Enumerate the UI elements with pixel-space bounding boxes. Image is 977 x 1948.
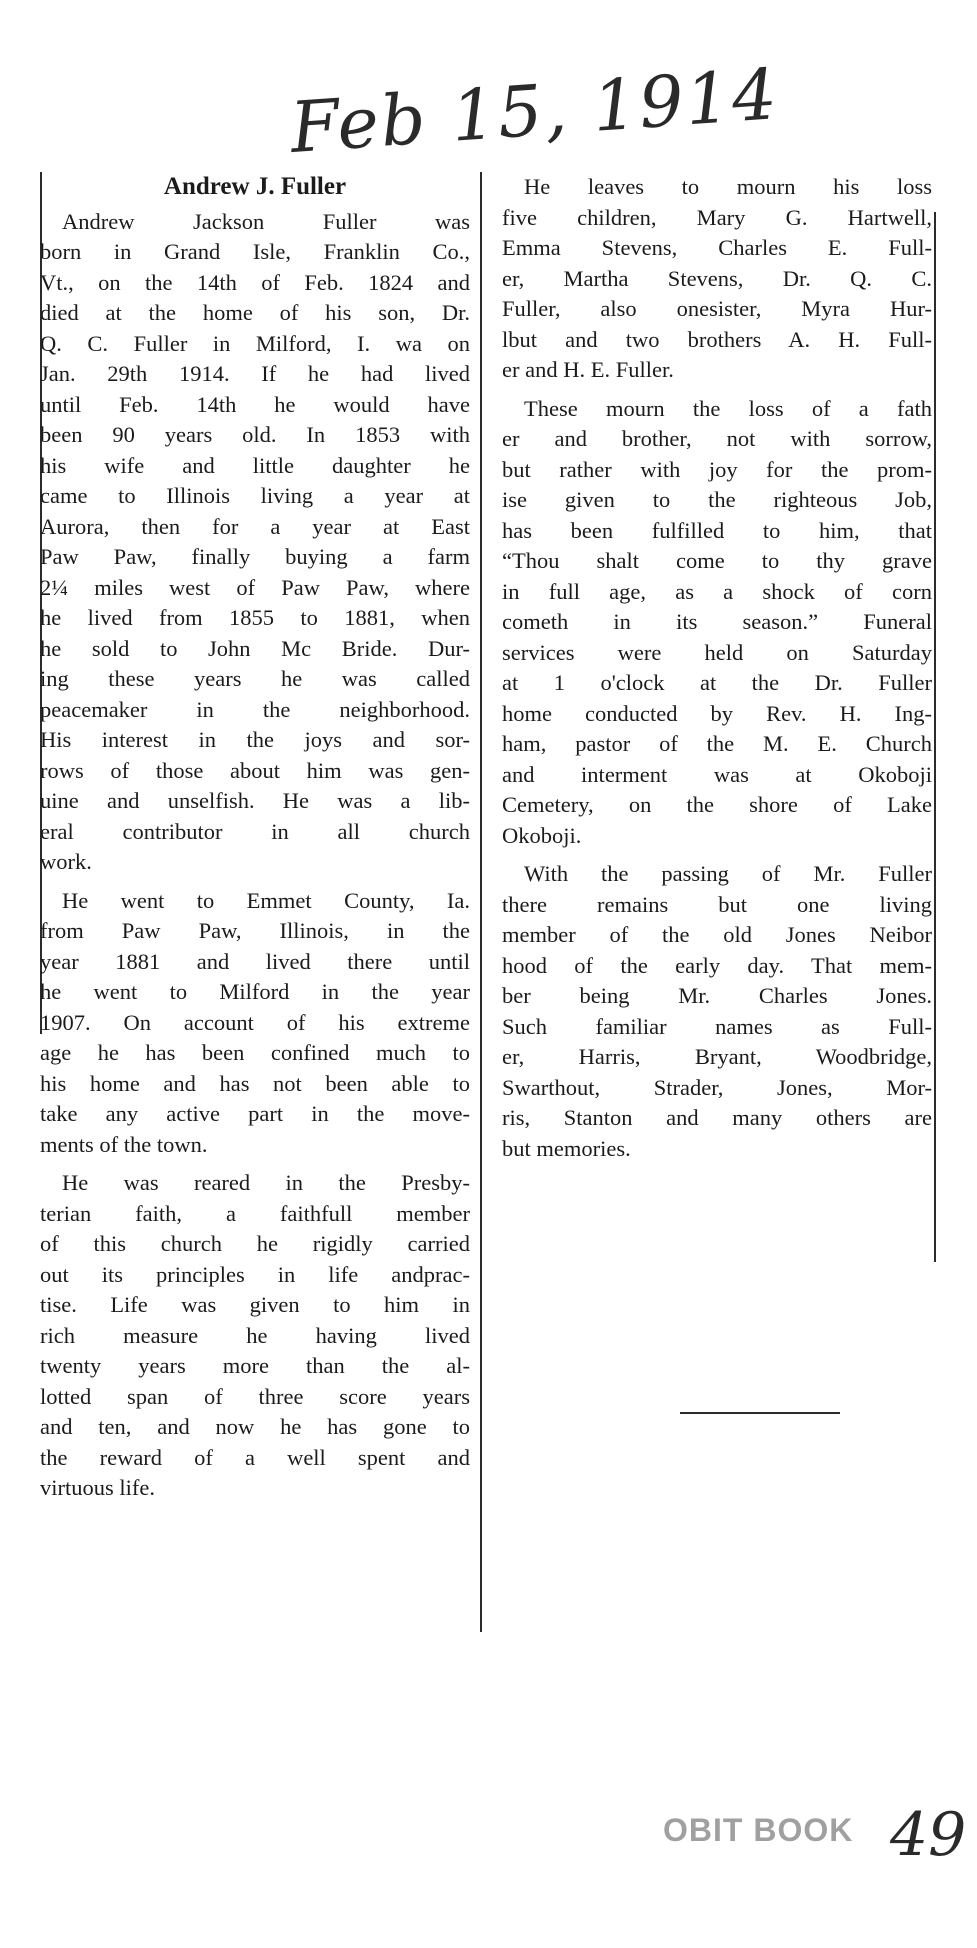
text-line: Q. C. Fuller in Milford, I. wa on: [40, 330, 470, 356]
text-line: out its principles in life andprac-: [40, 1261, 470, 1287]
text-line: Cemetery, on the shore of Lake: [502, 792, 932, 817]
text-line: from Paw Paw, Illinois, in the: [40, 918, 470, 943]
text-line: Fuller, also onesister, Myra Hur-: [502, 296, 932, 321]
text-line: eral contributor in all church: [40, 818, 470, 844]
text-line: er, Martha Stevens, Dr. Q. C.: [502, 265, 932, 291]
text-line: age he has been confined much to: [40, 1040, 470, 1065]
text-line: died at the home of his son, Dr.: [40, 300, 470, 325]
text-line: born in Grand Isle, Franklin Co.,: [40, 239, 470, 264]
text-line: came to Illinois living a year at: [40, 483, 470, 508]
text-line: ber being Mr. Charles Jones.: [502, 983, 932, 1008]
text-line: twenty years more than the al-: [40, 1353, 470, 1378]
text-line: He went to Emmet County, Ia.: [62, 887, 470, 913]
right-column: [502, 172, 932, 1172]
text-line: hood of the early day. That mem-: [502, 952, 932, 978]
column-rule-middle: [480, 172, 482, 1632]
text-line: he went to Milford in the year: [40, 979, 470, 1004]
handwritten-page-number: 49: [890, 1800, 967, 1870]
text-line: His interest in the joys and sor-: [40, 727, 470, 752]
text-line: 1907. On account of his extreme: [40, 1009, 470, 1035]
text-line: rows of those about him was gen-: [40, 757, 470, 783]
article-headline: Andrew J. Fuller: [163, 173, 347, 200]
text-line: he sold to John Mc Bride. Dur-: [40, 635, 470, 661]
text-line: Andrew Jackson Fuller was: [62, 208, 470, 234]
text-line: er and H. E. Fuller.: [502, 357, 674, 382]
text-line: Aurora, then for a year at East: [40, 513, 470, 539]
text-line: Swarthout, Strader, Jones, Mor-: [502, 1074, 932, 1100]
text-line: but memories.: [502, 1135, 631, 1161]
text-line: 2¼ miles west of Paw Paw, where: [40, 574, 470, 600]
text-line: cometh in its season.” Funeral: [502, 609, 932, 634]
text-line: services were held on Saturday: [502, 639, 932, 665]
text-line: in full age, as a shock of corn: [502, 578, 932, 604]
text-line: ing these years he was called: [40, 666, 470, 691]
text-line: “Thou shalt come to thy grave: [502, 548, 932, 573]
text-line: has been fulfilled to him, that: [502, 517, 932, 543]
handwritten-date: Feb 15, 1914: [287, 53, 782, 169]
obit-book-stamp: OBIT BOOK: [663, 1812, 854, 1848]
text-line: virtuous life.: [40, 1475, 155, 1500]
paragraph: [502, 172, 932, 386]
text-line: been 90 years old. In 1853 with: [40, 422, 470, 447]
text-line: Jan. 29th 1914. If he had lived: [40, 361, 470, 386]
text-line: Paw Paw, finally buying a farm: [40, 544, 470, 569]
text-line: until Feb. 14th he would have: [40, 391, 470, 417]
text-line: he lived from 1855 to 1881, when: [40, 605, 470, 630]
text-line: uine and unselfish. He was a lib-: [40, 788, 470, 813]
text-line: ris, Stanton and many others are: [502, 1105, 932, 1130]
text-line: of this church he rigidly carried: [40, 1231, 470, 1256]
left-column-paragraphs: [40, 207, 470, 1504]
text-line: ments of the town.: [40, 1131, 208, 1157]
text-line: his home and has not been able to: [40, 1070, 470, 1096]
text-line: Okoboji.: [502, 822, 582, 848]
paragraph: [502, 859, 932, 1164]
text-line: peacemaker in the neighborhood.: [40, 696, 470, 722]
paragraph: [40, 886, 470, 1161]
paragraph: [40, 207, 470, 878]
text-line: ham, pastor of the M. E. Church: [502, 731, 932, 756]
paragraph: [502, 394, 932, 852]
text-line: home conducted by Rev. H. Ing-: [502, 700, 932, 726]
paragraph: [40, 1168, 470, 1504]
text-line: He leaves to mourn his loss: [524, 174, 932, 199]
text-line: his wife and little daughter he: [40, 452, 470, 478]
text-line: at 1 o'clock at the Dr. Fuller: [502, 670, 932, 695]
text-line: the reward of a well spent and: [40, 1444, 470, 1470]
text-line: take any active part in the move-: [40, 1101, 470, 1126]
text-line: er, Harris, Bryant, Woodbridge,: [502, 1044, 932, 1069]
text-line: With the passing of Mr. Fuller: [524, 861, 932, 886]
text-line: These mourn the loss of a fath: [524, 395, 932, 421]
text-line: er and brother, not with sorrow,: [502, 426, 932, 451]
newspaper-clipping: [40, 172, 940, 1632]
text-line: and ten, and now he has gone to: [40, 1414, 470, 1439]
text-line: year 1881 and lived there until: [40, 948, 470, 974]
text-line: but rather with joy for the prom-: [502, 456, 932, 482]
text-line: terian faith, a faithfull member: [40, 1200, 470, 1226]
text-line: and interment was at Okoboji: [502, 761, 932, 787]
text-line: He was reared in the Presby-: [62, 1170, 470, 1195]
left-column: [40, 172, 470, 1512]
text-line: ise given to the righteous Job,: [502, 487, 932, 512]
text-line: Emma Stevens, Charles E. Full-: [502, 235, 932, 260]
text-line: Vt., on the 14th of Feb. 1824 and: [40, 269, 470, 295]
text-line: there remains but one living: [502, 891, 932, 917]
right-column-paragraphs: [502, 172, 932, 1164]
text-line: Such familiar names as Full-: [502, 1013, 932, 1039]
text-line: lotted span of three score years: [40, 1383, 470, 1409]
text-line: rich measure he having lived: [40, 1322, 470, 1348]
column-rule-right: [934, 212, 936, 1262]
end-rule: [680, 1412, 840, 1414]
text-line: lbut and two brothers A. H. Full-: [502, 326, 932, 352]
text-line: member of the old Jones Neibor: [502, 922, 932, 947]
text-line: tise. Life was given to him in: [40, 1292, 470, 1317]
text-line: work.: [40, 849, 92, 874]
text-line: five children, Mary G. Hartwell,: [502, 204, 932, 230]
